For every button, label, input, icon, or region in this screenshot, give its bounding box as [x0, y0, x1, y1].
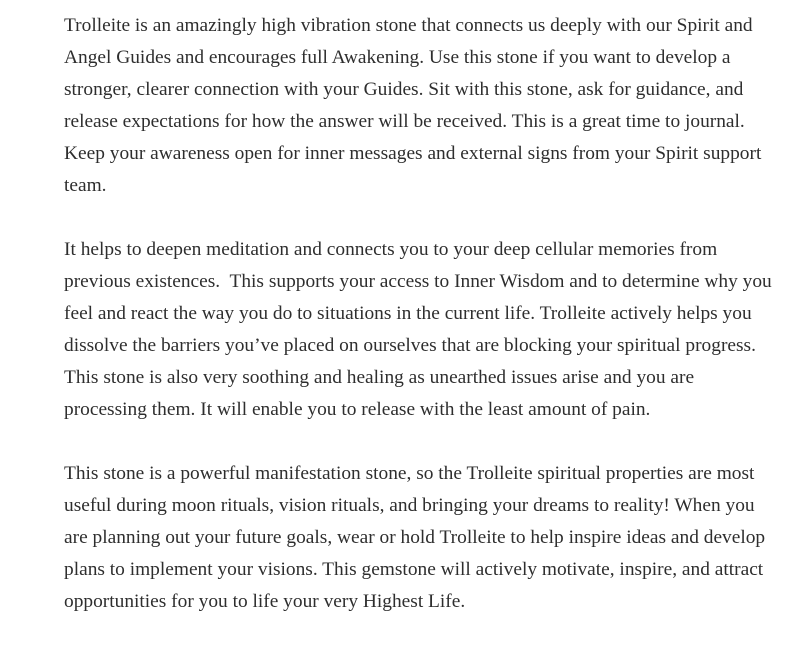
article-body — [64, 10, 777, 650]
paragraph-meditation: It helps to deepen meditation and connects you to your deep cellular memories from previous existences. This supports your access to Inner Wisdom and to determine why you feel and react the way you do to situations in the current life. Trolleite actively helps you dissolve the barriers you’ve placed on ourselves that are blocking your spiritual progress. This stone is also very soothing and healing as unearthed issues arise and you are processing them. It will enable you to release with the least amount of pain. — [64, 239, 777, 420]
paragraph-manifestation: This stone is a powerful manifestation stone, so the Trolleite spiritual properties are most useful during moon rituals, vision rituals, and bringing your dreams to reality! When you are planning out your future goals, wear or hold Trolleite to help inspire ideas and develop plans to implement your visions. This gemstone will actively motivate, inspire, and attract opportunities for you to life your very Highest Life. — [64, 463, 770, 612]
paragraph-awakening: Trolleite is an amazingly high vibration stone that connects us deeply with our Spirit and Angel Guides and encourages full Awakening. Use this stone if you want to develop a stronger, clearer connection with your Guides. Sit with this stone, ask for guidance, and release expectations for how the answer will be received. This is a great time to journal. Keep your awareness open for inner messages and external signs from your Spirit support team. — [64, 15, 767, 196]
